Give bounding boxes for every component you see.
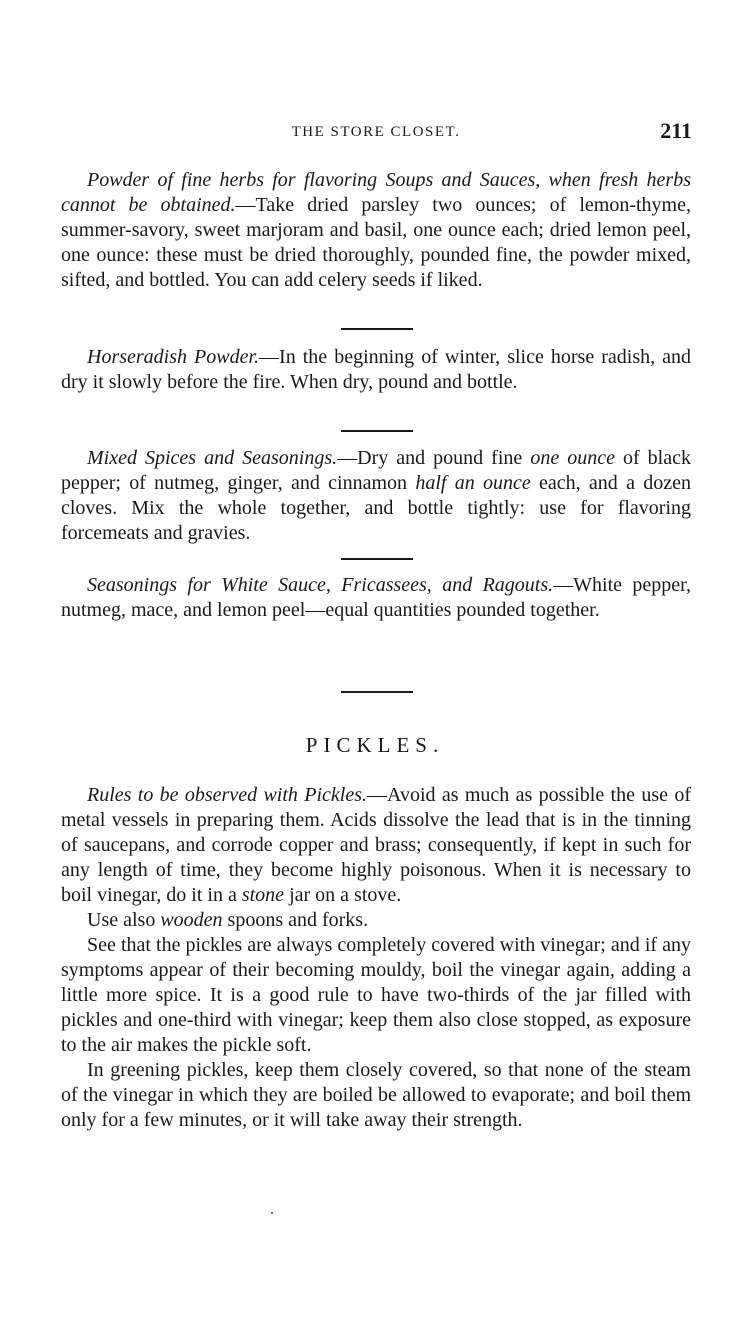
horseradish-paragraph xyxy=(61,345,691,395)
pickles-rules-text-2: jar on a stove. xyxy=(284,884,402,906)
spices-italic-2: half an ounce xyxy=(415,472,531,494)
spices-text-2: of black pepper; of nutmeg, ginger, and cinnamon xyxy=(61,447,691,494)
white-sauce-title: Seasonings for White Sauce, Fricassees, and Ragouts. xyxy=(87,574,554,596)
section-divider xyxy=(341,430,413,432)
spices-text-1: —Dry and pound fine xyxy=(337,447,531,469)
white-sauce-text: —White pepper, nutmeg, mace, and lemon peel—equal quantities pounded together. xyxy=(61,574,692,621)
wooden-text-1: Use also xyxy=(87,909,161,931)
spices-text-3: each, and a dozen cloves. Mix the whole together, and bottle tightly: use for flavoring forcemeats and gravies. xyxy=(61,472,691,544)
horseradish-title: Horseradish Powder. xyxy=(87,346,260,368)
pickles-section xyxy=(61,783,691,1133)
covered-paragraph: See that the pickles are always completely covered with vinegar; and if any symptoms appear of their becoming mouldy, boil the vinegar again, adding a little more spice. It is a good rule to have two-thirds of the jar filled with pickles and one-third with vinegar; keep them also close stopped, as exposure to the air makes the pickle soft. xyxy=(61,934,691,1056)
pickles-rules-italic: stone xyxy=(241,884,285,906)
wooden-text-2: spoons and forks. xyxy=(222,909,369,931)
white-sauce-paragraph xyxy=(61,573,691,623)
herbs-section xyxy=(61,168,691,293)
page-number: 211 xyxy=(660,118,692,143)
pickles-rules-text-1: —Avoid as much as possible the use of metal vessels in preparing them. Acids dissolve the lead that is in the tinning of saucepans, and corrode copper and brass; consequently, if kept in such for any length of time, they become highly poisonous. When it is necessary to boil vinegar, do it in a xyxy=(61,784,691,906)
white-sauce-section xyxy=(61,573,691,623)
horseradish-section xyxy=(61,345,691,395)
spices-title: Mixed Spices and Seasonings. xyxy=(87,447,338,469)
running-title: THE STORE CLOSET. xyxy=(291,124,461,140)
section-divider xyxy=(341,328,413,330)
section-divider xyxy=(341,558,413,560)
wooden-paragraph xyxy=(61,908,691,933)
running-head xyxy=(60,118,692,148)
greening-paragraph: In greening pickles, keep them closely covered, so that none of the steam of the vinegar in which they are boiled be allowed to evaporate; and boil them only for a few minutes, or it will take away their strength. xyxy=(61,1059,691,1131)
spices-section xyxy=(61,446,691,546)
wooden-italic: wooden xyxy=(160,909,223,931)
horseradish-text: —In the beginning of winter, slice horse radish, and dry it slowly before the fire. When dry, pound and bottle. xyxy=(61,346,692,393)
pickles-rules-paragraph xyxy=(61,783,691,908)
herbs-paragraph xyxy=(61,168,691,293)
herbs-text: —Take dried parsley two ounces; of lemon-thyme, summer-savory, sweet marjoram and basil, one ounce each; dried lemon peel, one ounce: these must be dried thoroughly, pounded fine, the powder mixed, sifted, and bottled. You can add celery seeds if liked. xyxy=(61,194,691,291)
spices-italic-1: one ounce xyxy=(530,447,615,469)
pickles-rules-title: Rules to be observed with Pickles. xyxy=(87,784,367,806)
page-speck xyxy=(271,1212,273,1214)
section-divider xyxy=(341,691,413,693)
spices-paragraph xyxy=(61,446,691,546)
pickles-heading: PICKLES. xyxy=(305,733,445,757)
herbs-title: Powder of fine herbs for flavoring Soups and Sauces, when fresh herbs cannot be obtained. xyxy=(61,169,691,216)
